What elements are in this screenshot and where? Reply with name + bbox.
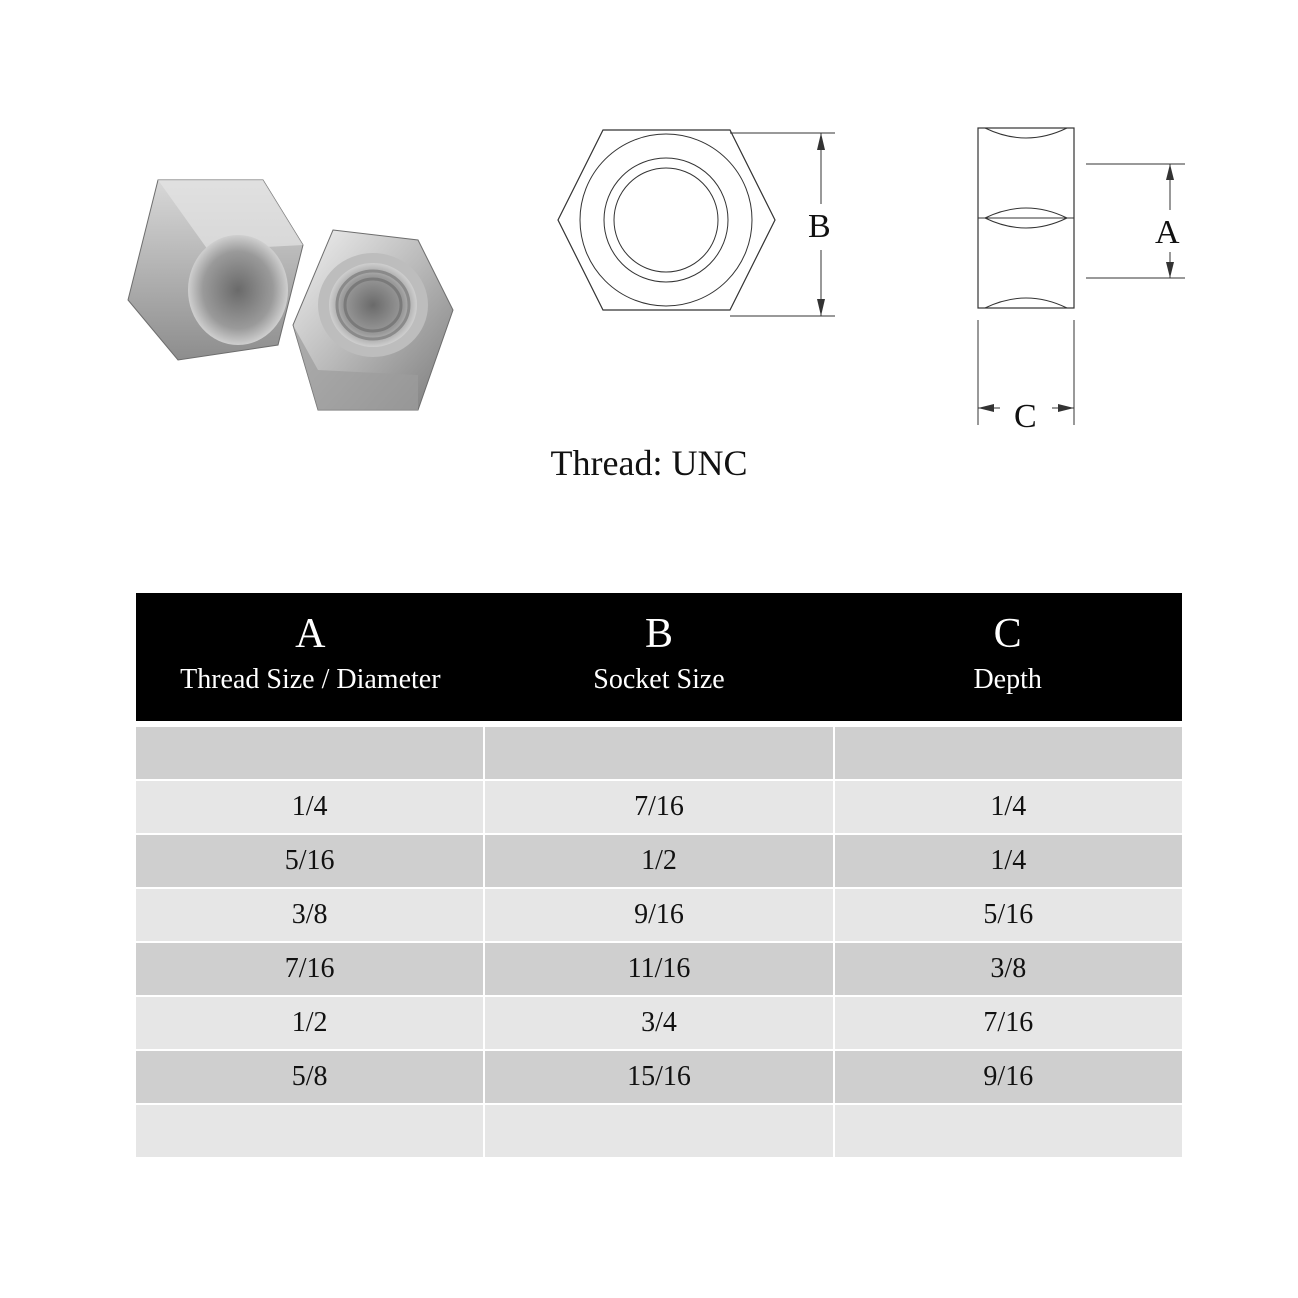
table-cell: 5/8 (136, 1051, 483, 1103)
table-cell (136, 727, 483, 779)
header-col-a (136, 593, 485, 721)
table-cell: 5/16 (136, 835, 483, 887)
header-col-c (833, 593, 1182, 721)
table-body (136, 727, 1182, 1157)
table-row (136, 1051, 1182, 1103)
spec-table (136, 593, 1182, 1159)
table-cell: 15/16 (485, 1051, 832, 1103)
header-col-b (485, 593, 834, 721)
side-view-drawing (960, 120, 1200, 440)
table-cell (835, 727, 1182, 779)
table-cell: 1/4 (136, 781, 483, 833)
table-cell: 1/4 (835, 835, 1182, 887)
header-letter: B (645, 611, 674, 657)
table-cell: 7/16 (485, 781, 832, 833)
header-name: Thread Size / Diameter (180, 664, 441, 695)
table-cell: 3/8 (136, 889, 483, 941)
table-cell: 9/16 (485, 889, 832, 941)
table-row (136, 997, 1182, 1049)
table-cell: 1/2 (136, 997, 483, 1049)
table-row (136, 1105, 1182, 1157)
thread-type-label: Thread: UNC (550, 443, 748, 483)
table-cell: 1/2 (485, 835, 832, 887)
table-cell (835, 1105, 1182, 1157)
table-cell: 3/8 (835, 943, 1182, 995)
table-cell (136, 1105, 483, 1157)
table-cell: 9/16 (835, 1051, 1182, 1103)
table-cell: 7/16 (835, 997, 1182, 1049)
table-cell: 11/16 (485, 943, 832, 995)
table-cell (485, 1105, 832, 1157)
table-cell (485, 727, 832, 779)
dimension-label-c: C (1014, 398, 1037, 435)
table-header (136, 593, 1182, 721)
table-cell: 7/16 (136, 943, 483, 995)
table-cell: 5/16 (835, 889, 1182, 941)
table-row (136, 889, 1182, 941)
header-letter: A (295, 611, 326, 657)
header-name: Socket Size (593, 664, 725, 695)
table-row (136, 727, 1182, 779)
dimension-label-a: A (1155, 214, 1180, 251)
hex-nuts-photo (118, 160, 468, 430)
table-row (136, 781, 1182, 833)
header-name: Depth (973, 664, 1042, 695)
front-view-drawing (545, 120, 845, 330)
header-letter: C (993, 611, 1022, 657)
table-cell: 3/4 (485, 997, 832, 1049)
table-cell: 1/4 (835, 781, 1182, 833)
table-row (136, 943, 1182, 995)
table-row (136, 835, 1182, 887)
dimension-label-b: B (808, 208, 831, 245)
